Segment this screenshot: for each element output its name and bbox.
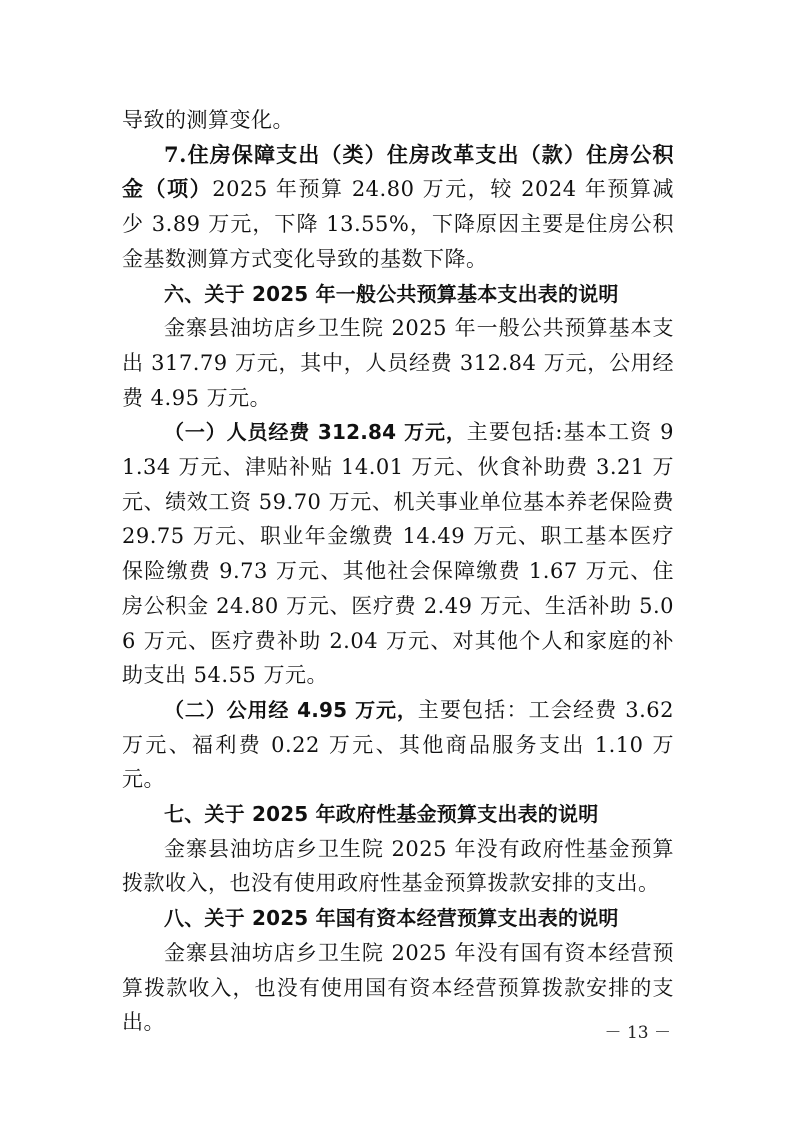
paragraph-continuation: 导致的测算变化。	[122, 108, 294, 132]
housing-fund-item-text: 2025 年预算 24.80 万元，较 2024 年预算减少 3.89 万元，下降 13.55%，下降原因主要是住房公积金基数测算方式变化导致的基数下降。	[122, 177, 674, 271]
page-number: － 13 －	[604, 1023, 671, 1043]
paragraph-personnel-expenses	[122, 415, 674, 693]
paragraph-government-fund: 金寨县油坊店乡卫生院 2025 年没有政府性基金预算拨款收入，也没有使用政府性基金预算拨款安排的支出。	[122, 836, 674, 896]
document-body	[122, 103, 674, 1040]
paragraph-housing-fund	[122, 138, 674, 277]
public-expenses-title: （二）公用经 4.95 万元，	[164, 697, 418, 722]
personnel-expenses-text: 主要包括:基本工资 91.34 万元、津贴补贴 14.01 万元、伙食补助费 3.21 万元、绩效工资 59.70 万元、机关事业单位基本养老保险费 29.75 万元、职业年金缴费 14.49 万元、职工基本医疗保险缴费 9.73 万元、其他社会保障缴费 1.67 万元、住房公积金 24.80 万元、医疗费 2.49 万元、生活补助 5.06 万元、医疗费补助 2.04 万元、对其他个人和家庭的补助支出 54.55 万元。	[122, 420, 674, 688]
section-heading-7: 七、关于 2025 年政府性基金预算支出表的说明	[164, 802, 599, 827]
paragraph-state-capital: 金寨县油坊店乡卫生院 2025 年没有国有资本经营预算拨款收入，也没有使用国有资本经营预算拨款安排的支出。	[122, 940, 674, 1035]
housing-fund-item-title: 7.住房保障支出（类）住房改革支出（款）住房公积金（项）	[122, 141, 674, 202]
personnel-expenses-title: （一）人员经费 312.84 万元，	[164, 420, 467, 445]
paragraph-basic-expenditure: 金寨县油坊店乡卫生院 2025 年一般公共预算基本支出 317.79 万元，其中，人员经费 312.84 万元，公用经费 4.95 万元。	[122, 316, 674, 410]
section-heading-8: 八、关于 2025 年国有资本经营预算支出表的说明	[164, 906, 619, 931]
paragraph-public-expenses	[122, 693, 674, 797]
public-expenses-text: 主要包括：工会经费 3.62 万元、福利费 0.22 万元、其他商品服务支出 1.10 万元。	[122, 697, 674, 792]
section-heading-6: 六、关于 2025 年一般公共预算基本支出表的说明	[164, 281, 619, 306]
